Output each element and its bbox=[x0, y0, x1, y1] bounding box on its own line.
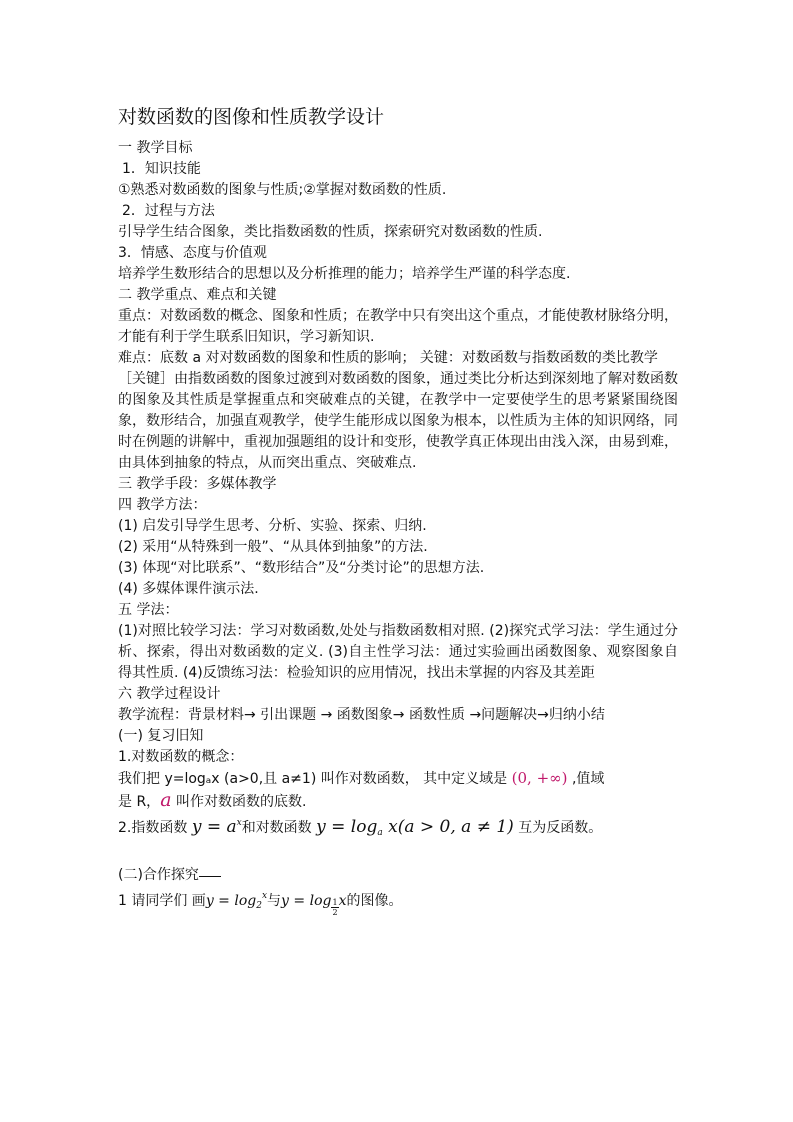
method-item: (3) 体现“对比联系”、“数形结合”及“分类讨论”的思想方法. bbox=[118, 560, 485, 576]
log-base: a bbox=[377, 828, 383, 838]
emotion-heading: 3．情感、态度与价值观 bbox=[118, 245, 267, 261]
loghalf-prefix: y = log bbox=[281, 893, 332, 909]
difficulty-text: 难点：底数 a 对对数函数的图象和性质的影响； 关键：对数函数与指数函数的类比教学 bbox=[118, 350, 658, 366]
method-item: (1) 启发引导学生思考、分析、实验、探索、归纳. bbox=[118, 518, 427, 534]
teaching-flow-text: 教学流程：背景材料→ 引出课题 → 函数图象→ 函数性质 →问题解决→归纳小结 bbox=[118, 707, 605, 723]
section-2-heading: 二 教学重点、难点和关键 bbox=[118, 287, 277, 303]
exponential-exponent: x bbox=[236, 818, 242, 828]
method-item: (4) 多媒体课件演示法. bbox=[118, 581, 259, 597]
base-text: 叫作对数函数的底数. bbox=[171, 794, 307, 810]
exponential-formula bbox=[192, 817, 242, 837]
log2-base: 2 bbox=[256, 901, 262, 911]
section-3-heading: 三 教学手段：多媒体教学 bbox=[118, 476, 277, 492]
knowledge-text: ①熟悉对数函数的图象与性质;②掌握对数函数的性质. bbox=[118, 182, 447, 198]
explore-and-text: 与 bbox=[267, 893, 282, 909]
loghalf-argument: x bbox=[338, 893, 347, 909]
inverse-function-line bbox=[118, 813, 678, 844]
explore-end-text: 的图像。 bbox=[346, 893, 403, 909]
key-text: ［关键］由指数函数的图象过渡到对数函数的图象，通过类比分析达到深刻地了解对数函数的图象及其性质是掌握重点和突破难点的关键，在教学中一定要使学生的思考紧紧围绕图象，数形结合，加强直观教学，使学生能形成以图象为根本，以性质为主体的知识网络，同时在例题的讲解中，重视加强题组的设计和变形，使教学真正体现出由浅入深，由易到难，由具体到抽象的特点，从而突出重点、突破难点. bbox=[118, 371, 678, 471]
section-6-heading: 六 教学过程设计 bbox=[118, 686, 221, 702]
logarithm-formula bbox=[316, 817, 514, 837]
range-text: ,值域 bbox=[567, 771, 605, 787]
base-symbol: a bbox=[160, 789, 172, 811]
fraction-denominator: 2 bbox=[332, 908, 338, 917]
log2-prefix: y = log bbox=[205, 893, 257, 909]
knowledge-heading: 1．知识技能 bbox=[122, 161, 201, 177]
review-heading: (一) 复习旧知 bbox=[118, 728, 204, 744]
explore-heading-line bbox=[118, 865, 678, 886]
document-title: 对数函数的图像和性质教学设计 bbox=[118, 106, 385, 128]
method-item: (2) 采用“从特殊到一般”、“从具体到抽象”的方法. bbox=[118, 539, 428, 555]
inverse-text: 2.指数函数 bbox=[118, 820, 192, 836]
concept-text: 我们把 y=logₐx (a>0,且 a≠1) 叫作对数函数， 其中定义域是 bbox=[118, 771, 512, 787]
section-5-heading: 五 学法： bbox=[118, 602, 179, 618]
fraction-numerator: 1 bbox=[332, 898, 338, 907]
study-method-text: (1)对照比较学习法：学习对数函数,处处与指数函数相对照. (2)探究式学习法：学生通过分析、探索，得出对数函数的定义. (3)自主性学习法：通过实验画出函数图象、观察图象自得其性质. (4)反馈练习法：检验知识的应用情况，找出未掌握的内容及其差距 bbox=[118, 623, 678, 681]
log-prefix: y = log bbox=[316, 817, 378, 837]
log-base-half-formula bbox=[281, 893, 347, 917]
section-4-heading: 四 教学方法： bbox=[118, 497, 207, 513]
range-value-text: 是 R， bbox=[118, 794, 161, 810]
document-page bbox=[118, 104, 678, 917]
concept-base-line bbox=[118, 790, 678, 813]
exponential-base: y = a bbox=[191, 817, 237, 837]
log-argument: x(a > 0, a ≠ 1) bbox=[382, 817, 514, 837]
explore-task-line bbox=[118, 886, 678, 917]
section-1-heading: 一 教学目标 bbox=[118, 140, 193, 156]
explore-heading: (二)合作探究 bbox=[118, 867, 199, 883]
spacer bbox=[118, 844, 678, 865]
key-point-text: 重点：对数函数的概念、图象和性质；在教学中只有突出这个重点，才能使教材脉络分明，才能有利于学生联系旧知识，学习新知识. bbox=[118, 308, 678, 345]
log2-argument: x bbox=[261, 891, 268, 901]
process-text: 引导学生结合图象，类比指数函数的性质，探索研究对数函数的性质. bbox=[118, 224, 543, 240]
concept-definition-line bbox=[118, 768, 678, 790]
emotion-text: 培养学生数形结合的思想以及分析推理的能力；培养学生严谨的科学态度. bbox=[118, 266, 571, 282]
process-heading: 2．过程与方法 bbox=[122, 203, 215, 219]
half-fraction bbox=[331, 898, 338, 917]
inverse-and-text: 和对数函数 bbox=[241, 820, 317, 836]
inverse-conclusion-text: 互为反函数。 bbox=[513, 820, 603, 836]
domain-formula: (0, +∞) bbox=[511, 769, 568, 787]
concept-heading: 1.对数函数的概念： bbox=[118, 749, 244, 765]
log-base-2-formula bbox=[206, 893, 267, 909]
explore-task-text: 1 请同学们 画 bbox=[118, 893, 206, 909]
underline-blank bbox=[199, 876, 221, 877]
